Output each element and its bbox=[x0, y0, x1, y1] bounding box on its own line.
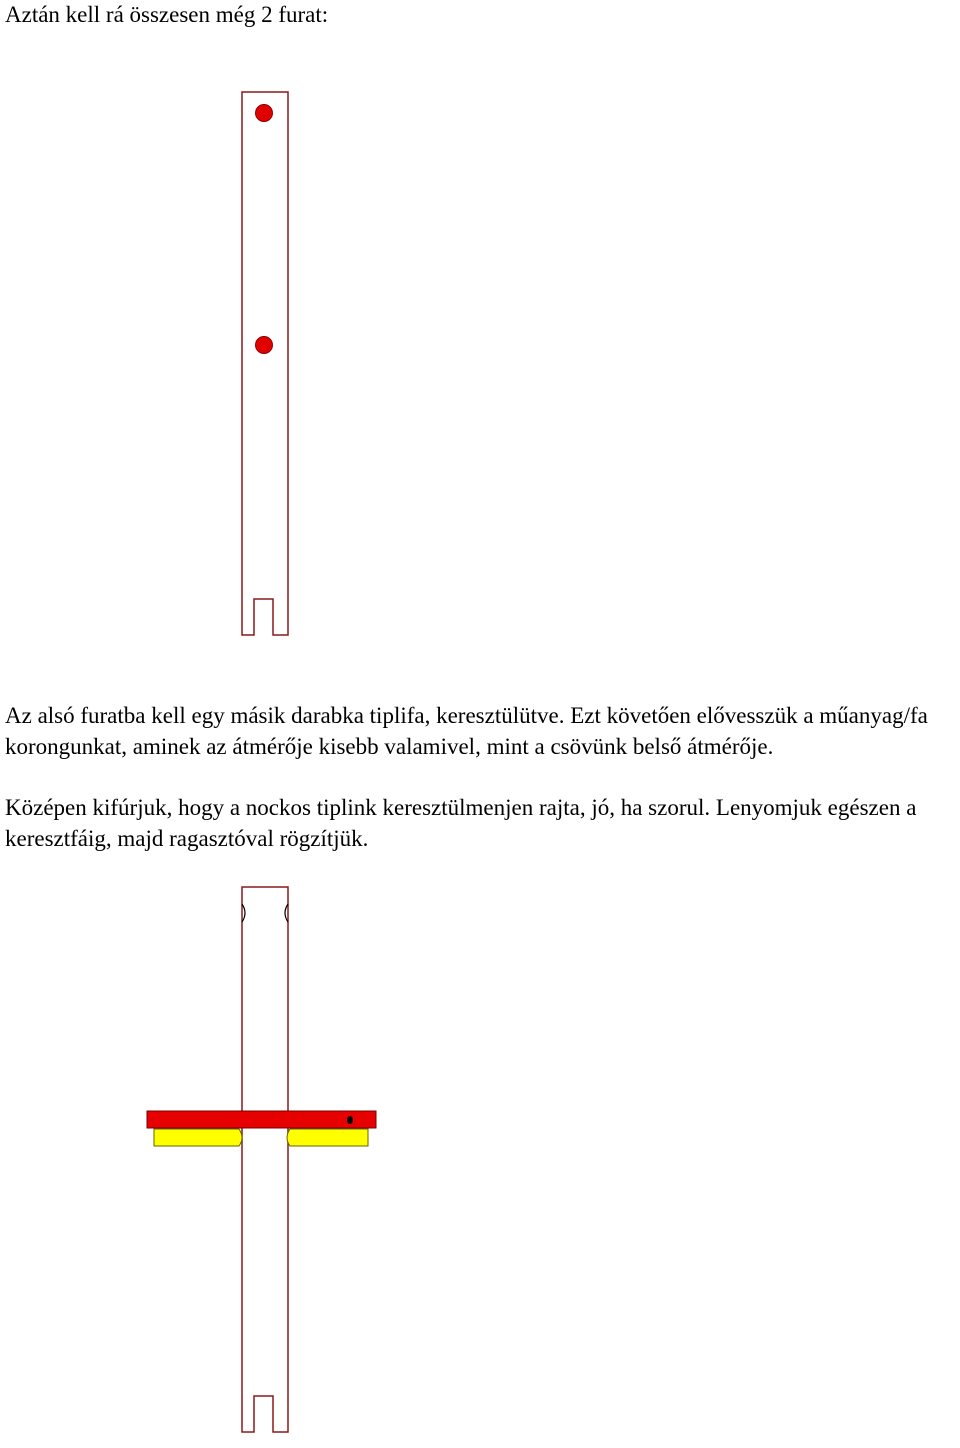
disc-left-half bbox=[154, 1129, 242, 1146]
paragraph-dowel-disc: Az alsó furatba kell egy másik darabka tiplifa, keresztülütve. Ezt követően elővesszük a műanyag/fa korongunkat, aminek az átmérője kisebb valamivel, mint a csövünk belső átmérője. bbox=[5, 703, 928, 759]
crossbar-nail bbox=[347, 1116, 353, 1124]
upper-hole bbox=[256, 105, 273, 122]
lower-hole bbox=[256, 337, 273, 354]
disc-right-half bbox=[287, 1129, 368, 1146]
shaft-diagram-assembled bbox=[0, 880, 960, 1440]
shaft-outline bbox=[242, 92, 288, 635]
shaft-outline-2 bbox=[242, 887, 288, 1432]
crossbar-dowel bbox=[147, 1111, 376, 1128]
intro-text: Aztán kell rá összesen még 2 furat: bbox=[5, 2, 329, 27]
shaft-diagram-holes bbox=[0, 85, 960, 645]
paragraph-drill-glue: Középen kifúrjuk, hogy a nockos tiplink keresztülmenjen rajta, jó, ha szorul. Lenyomjuk egészen a keresztfáig, majd ragasztóval rögzítjük. bbox=[5, 795, 917, 851]
